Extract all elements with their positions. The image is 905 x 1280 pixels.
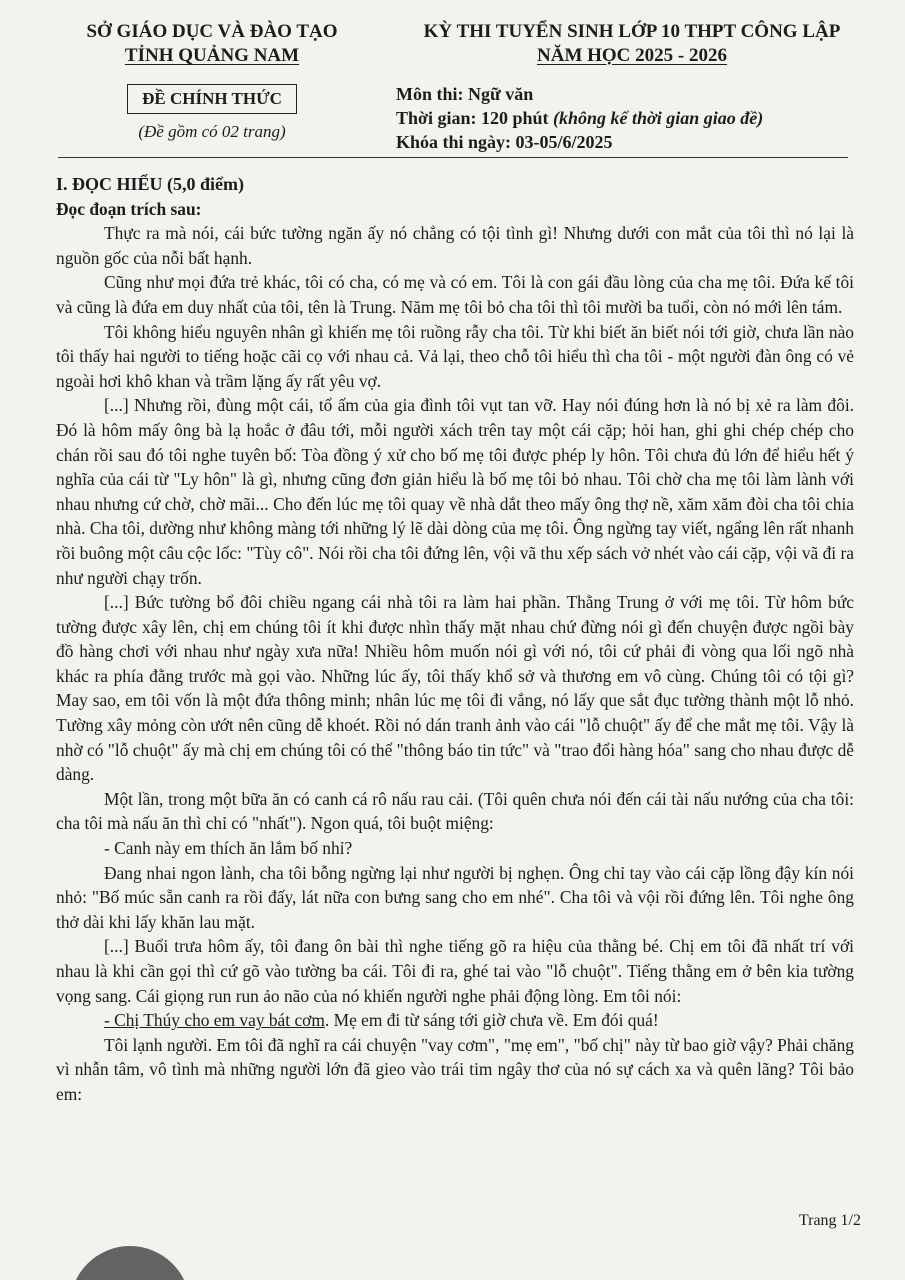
- subject-line: [396, 82, 892, 106]
- subject-label: Môn thi:: [396, 84, 464, 104]
- department-name: SỞ GIÁO DỤC VÀ ĐÀO TẠO: [86, 21, 338, 42]
- passage-paragraph: [...] Bức tường bổ đôi chiều ngang cái nhà tôi ra làm hai phần. Thằng Trung ở với mẹ tôi. Từ hôm bức tường được xây lên, chị em chúng tôi ít khi được nhìn thấy mặt nhau chứ đừng nói gì đến chuyện được ngồi bày đồ hàng chơi với nhau như ngày xưa nữa! Nhiều hôm muốn nói gì với nó, tôi cứ phải đi vòng qua lối ngõ nhà khác ra phía đằng trước mà gọi vào. Những lúc ấy, tôi thấy khổ sở và thương em vô cùng. Chúng tôi có tội gì? May sao, em tôi vốn là một đứa thông minh; nhân lúc mẹ tôi đi vắng, nó lấy que sắt đục tường thành một lỗ nhỏ. Tường xây mỏng còn ướt nên cũng dễ khoét. Rồi nó dán tranh ảnh vào cái "lỗ chuột" ấy để che mắt mẹ tôi. Vậy là nhờ có "lỗ chuột" ấy mà chị em chúng tôi có thể "thông báo tin tức" và "trao đổi hàng hóa" sang cho nhau được dễ dàng.: [56, 592, 854, 785]
- passage-paragraph: Đang nhai ngon lành, cha tôi bỗng ngừng lại như người bị nghẹn. Ông chỉ tay vào cái cặp lồng đậy kín nói nhỏ: "Bố múc sẵn canh ra rồi đấy, lát nữa con bưng sang cho em nhé". Cha tôi và vội rồi đứng lên. Tôi nghe ông thở dài khi lấy khăn lau mặt.: [56, 862, 854, 932]
- section-title: I. ĐỌC HIỂU (5,0 điểm): [56, 174, 244, 194]
- header-divider: [58, 157, 848, 158]
- passage-paragraph: Tôi lạnh người. Em tôi đã nghĩ ra cái chuyện "vay cơm", "mẹ em", "bố chị" này từ bao giờ vậy? Phải chăng vì nhẫn tâm, vô tình mà những người lớn đã gieo vào trái tim ngây thơ của nó sự cách xa và quên lãng? Tôi bảo em:: [56, 1034, 854, 1104]
- subject-value: Ngữ văn: [468, 84, 534, 104]
- page-count-note: (Đề gồm có 02 trang): [138, 122, 286, 141]
- passage-paragraph: Cũng như mọi đứa trẻ khác, tôi có cha, có mẹ và có em. Tôi là con gái đầu lòng của cha mẹ tôi. Đứa kế tôi và cũng là đứa em duy nhất của tôi, tên là Trung. Năm mẹ tôi bỏ cha tôi thì tôi mười ba tuổi, còn nó mới lên tám.: [56, 272, 854, 317]
- date-line: [396, 130, 892, 154]
- scan-shadow: [70, 1246, 190, 1280]
- school-year: NĂM HỌC 2025 - 2026: [537, 45, 727, 66]
- exam-meta: [396, 82, 892, 154]
- time-label: Thời gian:: [396, 108, 477, 128]
- time-value: 120 phút: [481, 108, 549, 128]
- header-right: [372, 20, 892, 154]
- exam-title: KỲ THI TUYỂN SINH LỚP 10 THPT CÔNG LẬP: [423, 21, 841, 42]
- passage-paragraph: Một lần, trong một bữa ăn có canh cá rô nấu rau cải. (Tôi quên chưa nói đến cái tài nấu nướng của cha tôi: cha tôi mà nấu ăn thì chỉ có "nhất"). Ngon quá, tôi buột miệng:: [56, 788, 854, 834]
- time-note: (không kể thời gian giao đề): [553, 108, 764, 128]
- dialogue-rest: . Mẹ em đi từ sáng tới giờ chưa về. Em đói quá!: [324, 1010, 659, 1031]
- province-name: TỈNH QUẢNG NAM: [124, 45, 300, 66]
- date-label: Khóa thi ngày:: [396, 132, 512, 152]
- date-value: 03-05/6/2025: [515, 132, 613, 152]
- underlined-phrase: - Chị Thúy cho em vay bát cơm: [104, 1010, 325, 1031]
- passage-paragraph: Tôi không hiểu nguyên nhân gì khiến mẹ tôi ruồng rẫy cha tôi. Từ khi biết ăn biết nói tới giờ, chưa lần nào tôi thấy hai người to tiếng hoặc cãi cọ với nhau cả. Vả lại, theo chỗ tôi hiểu thì cha tôi - một người đàn ông có vẻ ngoài hơi khô khan và trầm lặng ấy rất yêu vợ.: [56, 321, 854, 391]
- time-line: [396, 106, 892, 130]
- reading-section: [56, 172, 854, 1107]
- page-number: Trang 1/2: [798, 1212, 861, 1229]
- header-left: [62, 20, 362, 142]
- section-instruction: Đọc đoạn trích sau:: [56, 198, 202, 219]
- dialogue-line: - Canh này em thích ăn lắm bố nhỉ?: [104, 838, 353, 859]
- dialogue-line: [56, 1008, 854, 1033]
- official-label: ĐỀ CHÍNH THỨC: [127, 84, 297, 114]
- passage-paragraph: [...] Nhưng rồi, đùng một cái, tổ ấm của gia đình tôi vụt tan vỡ. Hay nói đúng hơn là nó bị xẻ ra làm đôi. Đó là hôm mấy ông bà lạ hoắc ở đâu tới, mỗi người xách trên tay một cái cặp; hỏi han, ghi ghi chép chép cho chán rồi sau đó tôi nghe tuyên bố: Tòa đồng ý xử cho bố mẹ tôi được phép ly hôn. Tôi chưa đủ lớn để hiểu hết ý nghĩa của cái từ "Ly hôn" là gì, nhưng cũng đơn giản hiểu là bố mẹ tôi bỏ nhau. Tôi chờ cha mẹ tôi làm lành với nhau nhưng cứ chờ, chờ mãi... Cho đến lúc mẹ tôi quay về nhà dắt theo mấy ông thợ nề, xăm xăm đòi cha tôi chia nhà. Cha tôi, dường như không màng tới những lý lẽ dài dòng của mẹ tôi. Ông ngừng tay viết, ngẩng lên rất nhanh rồi buông một câu cộc lốc: "Tùy cô". Nói rồi cha tôi đứng lên, vội vã thu xếp sách vở nhét vào cái cặp, vội vã đi ra như người chạy trốn.: [56, 395, 854, 588]
- passage-paragraph: [...] Buổi trưa hôm ấy, tôi đang ôn bài thì nghe tiếng gõ ra hiệu của thằng bé. Chị em tôi đã nhất trí với nhau là khi cần gọi thì cứ gõ vào tường ba cái. Tôi đi ra, ghé tai vào "lỗ chuột". Tiếng thằng em ở bên kia tường vọng sang. Cái giọng run run ảo não của nó khiến người nghe phải động lòng. Em tôi nói:: [56, 936, 854, 1006]
- passage-paragraph: Thực ra mà nói, cái bức tường ngăn ấy nó chẳng có tội tình gì! Nhưng dưới con mắt của tôi thì nó lại là nguồn gốc của nỗi bất hạnh.: [56, 223, 854, 268]
